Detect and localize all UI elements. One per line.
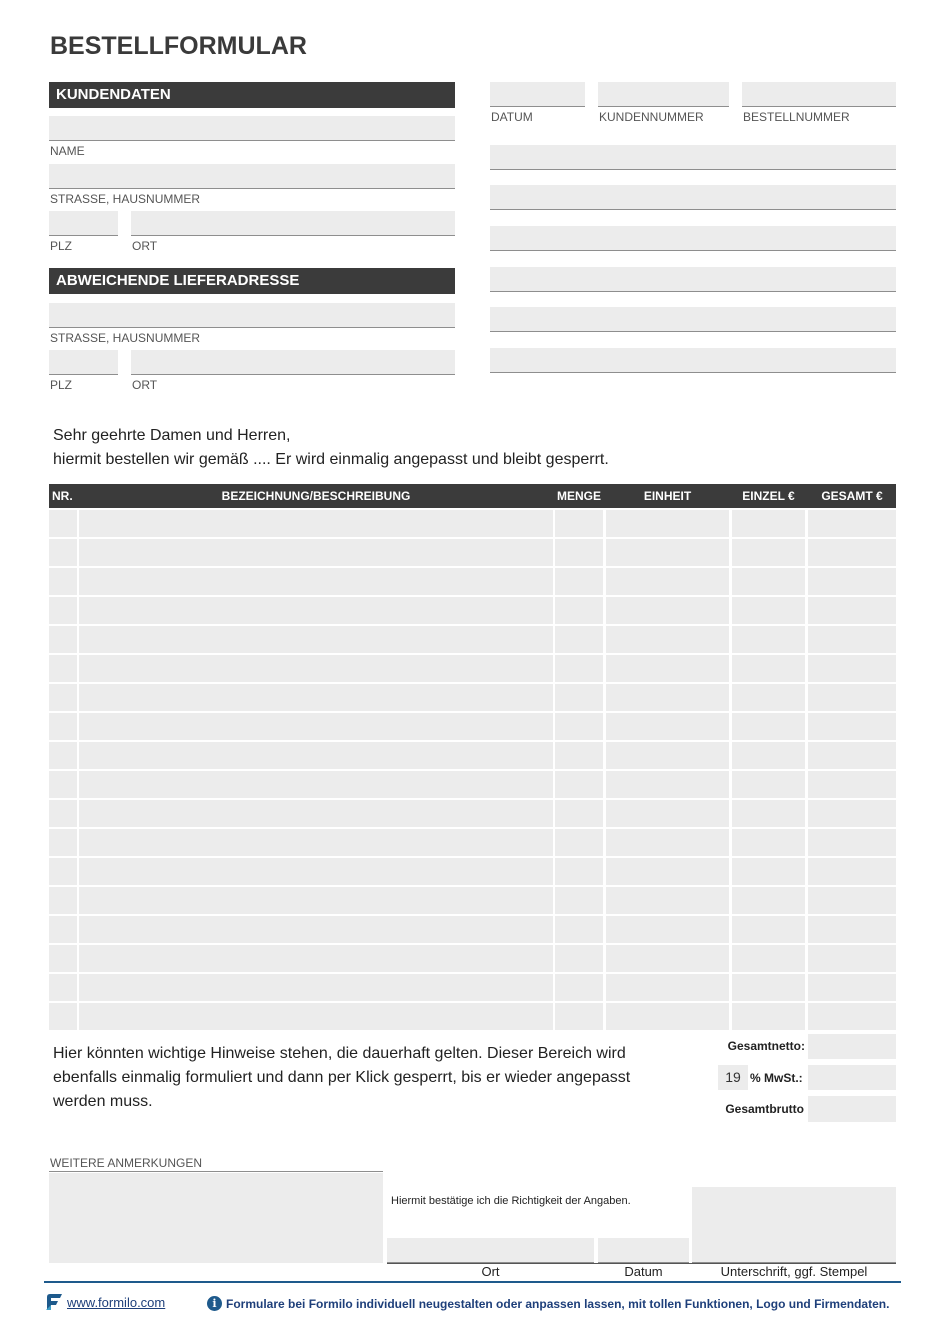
customer-ort-label: ORT	[132, 239, 158, 253]
customer-plz-label: PLZ	[50, 239, 73, 253]
company-info-line[interactable]	[490, 307, 896, 332]
cell-quantity[interactable]	[555, 771, 603, 798]
cell-nr[interactable]	[49, 974, 77, 1001]
cell-unit-price[interactable]	[732, 800, 805, 827]
cell-total[interactable]	[808, 713, 896, 740]
cell-unit-price[interactable]	[732, 771, 805, 798]
notes-line: ebenfalls einmalig formuliert und dann per Klick gesperrt, bis er wieder angepasst	[53, 1069, 631, 1086]
cell-nr[interactable]	[49, 626, 77, 653]
cell-unit[interactable]	[606, 945, 729, 972]
cell-description[interactable]	[79, 597, 553, 624]
table-row	[49, 887, 896, 914]
signature-ort-label: Ort	[481, 1264, 500, 1279]
info-icon: i	[207, 1296, 222, 1311]
cell-unit-price[interactable]	[732, 887, 805, 914]
table-row	[49, 742, 896, 769]
order-intro-text: hiermit bestellen wir gemäß .... Er wird einmalig angepasst und bleibt gesperrt.	[53, 451, 609, 468]
delivery-plz-label: PLZ	[50, 378, 73, 392]
table-row	[49, 626, 896, 653]
cell-description[interactable]	[79, 655, 553, 682]
cell-description[interactable]	[79, 887, 553, 914]
remarks-textarea[interactable]	[49, 1173, 383, 1263]
table-row	[49, 800, 896, 827]
column-header-total: GESAMT €	[821, 489, 883, 503]
cell-unit-price[interactable]	[732, 655, 805, 682]
table-row	[49, 655, 896, 682]
cell-total[interactable]	[808, 1003, 896, 1030]
cell-nr[interactable]	[49, 945, 77, 972]
column-header-unit: EINHEIT	[643, 489, 692, 503]
confirmation-text: Hiermit bestätige ich die Richtigkeit der Angaben.	[391, 1195, 631, 1207]
vat-rate-field[interactable]: 19	[718, 1065, 748, 1090]
customer-section-heading: KUNDENDATEN	[49, 82, 455, 108]
kundennummer-label: KUNDENNUMMER	[599, 110, 704, 124]
table-row	[49, 1003, 896, 1030]
salutation-text: Sehr geehrte Damen und Herren,	[53, 427, 291, 444]
cell-description[interactable]	[79, 684, 553, 711]
column-header-nr: NR.	[52, 489, 73, 503]
cell-unit[interactable]	[606, 1003, 729, 1030]
cell-total[interactable]	[808, 974, 896, 1001]
signature-ort-field[interactable]	[387, 1238, 594, 1263]
cell-quantity[interactable]	[555, 974, 603, 1001]
cell-description[interactable]	[79, 568, 553, 595]
cell-quantity[interactable]	[555, 1003, 603, 1030]
cell-nr[interactable]	[49, 684, 77, 711]
customer-ort-field[interactable]	[131, 211, 455, 236]
column-header-description: BEZEICHNUNG/BESCHREIBUNG	[221, 489, 411, 503]
table-row	[49, 945, 896, 972]
signature-label: Unterschrift, ggf. Stempel	[720, 1264, 868, 1279]
cell-unit[interactable]	[606, 684, 729, 711]
table-row	[49, 829, 896, 856]
cell-description[interactable]	[79, 916, 553, 943]
cell-quantity[interactable]	[555, 945, 603, 972]
table-row	[49, 916, 896, 943]
cell-unit-price[interactable]	[732, 510, 805, 537]
order-table-body	[49, 510, 896, 1030]
table-row	[49, 684, 896, 711]
formilo-website-link[interactable]: www.formilo.com	[67, 1295, 166, 1310]
delivery-ort-field[interactable]	[131, 350, 455, 375]
cell-quantity[interactable]	[555, 655, 603, 682]
cell-unit[interactable]	[606, 713, 729, 740]
cell-quantity[interactable]	[555, 568, 603, 595]
cell-nr[interactable]	[49, 858, 77, 885]
cell-nr[interactable]	[49, 568, 77, 595]
order-table-header	[49, 484, 896, 508]
vat-label: % MwSt.:	[750, 1071, 803, 1085]
cell-nr[interactable]	[49, 887, 77, 914]
net-total-label: Gesamtnetto:	[727, 1039, 805, 1053]
remarks-label: WEITERE ANMERKUNGEN	[50, 1156, 203, 1170]
notes-line: Hier könnten wichtige Hinweise stehen, die dauerhaft gelten. Dieser Bereich wird	[53, 1045, 626, 1062]
delivery-plz-field[interactable]	[49, 350, 118, 375]
cell-quantity[interactable]	[555, 597, 603, 624]
cell-nr[interactable]	[49, 713, 77, 740]
cell-unit[interactable]	[606, 771, 729, 798]
company-info-line[interactable]	[490, 267, 896, 292]
cell-unit-price[interactable]	[732, 974, 805, 1001]
cell-description[interactable]	[79, 800, 553, 827]
cell-total[interactable]	[808, 597, 896, 624]
cell-description[interactable]	[79, 1003, 553, 1030]
cell-unit[interactable]	[606, 597, 729, 624]
cell-nr[interactable]	[49, 1003, 77, 1030]
cell-description[interactable]	[79, 626, 553, 653]
cell-unit-price[interactable]	[732, 742, 805, 769]
gross-total-field[interactable]	[808, 1096, 896, 1122]
datum-field[interactable]	[490, 82, 585, 107]
cell-unit[interactable]	[606, 858, 729, 885]
delivery-section-heading: ABWEICHENDE LIEFERADRESSE	[49, 268, 455, 294]
gross-total-label: Gesamtbrutto	[725, 1102, 804, 1116]
customer-name-field[interactable]	[49, 116, 455, 141]
cell-description[interactable]	[79, 974, 553, 1001]
cell-total[interactable]	[808, 800, 896, 827]
cell-quantity[interactable]	[555, 742, 603, 769]
cell-total[interactable]	[808, 539, 896, 566]
footer-info-text: Formulare bei Formilo individuell neugestalten oder anpassen lassen, mit tollen Funktionen, Logo und Firmendaten.	[226, 1297, 890, 1311]
cell-quantity[interactable]	[555, 510, 603, 537]
bestellnummer-field[interactable]	[742, 82, 896, 107]
bestellnummer-label: BESTELLNUMMER	[743, 110, 850, 124]
cell-quantity[interactable]	[555, 800, 603, 827]
company-info-line[interactable]	[490, 145, 896, 170]
cell-unit[interactable]	[606, 916, 729, 943]
cell-unit-price[interactable]	[732, 568, 805, 595]
page-title: BESTELLFORMULAR	[50, 32, 307, 60]
cell-unit[interactable]	[606, 742, 729, 769]
cell-description[interactable]	[79, 539, 553, 566]
cell-unit-price[interactable]	[732, 597, 805, 624]
cell-unit-price[interactable]	[732, 539, 805, 566]
cell-nr[interactable]	[49, 597, 77, 624]
cell-total[interactable]	[808, 655, 896, 682]
notes-line: werden muss.	[53, 1093, 153, 1110]
cell-unit[interactable]	[606, 974, 729, 1001]
cell-unit-price[interactable]	[732, 684, 805, 711]
cell-quantity[interactable]	[555, 713, 603, 740]
cell-nr[interactable]	[49, 742, 77, 769]
cell-description[interactable]	[79, 510, 553, 537]
cell-unit-price[interactable]	[732, 1003, 805, 1030]
company-info-line[interactable]	[490, 348, 896, 373]
kundennummer-field[interactable]	[598, 82, 729, 107]
cell-description[interactable]	[79, 771, 553, 798]
cell-total[interactable]	[808, 916, 896, 943]
company-info-line[interactable]	[490, 226, 896, 251]
cell-total[interactable]	[808, 829, 896, 856]
delivery-ort-label: ORT	[132, 378, 158, 392]
column-header-unit-price: EINZEL €	[742, 489, 795, 503]
cell-total[interactable]	[808, 510, 896, 537]
cell-total[interactable]	[808, 771, 896, 798]
signature-date-field[interactable]	[598, 1238, 689, 1263]
formilo-logo-icon	[45, 1293, 63, 1311]
customer-street-label: STRASSE, HAUSNUMMER	[50, 192, 201, 206]
cell-total[interactable]	[808, 626, 896, 653]
cell-nr[interactable]	[49, 916, 77, 943]
table-row	[49, 771, 896, 798]
cell-total[interactable]	[808, 887, 896, 914]
column-header-quantity: MENGE	[556, 489, 601, 503]
cell-description[interactable]	[79, 713, 553, 740]
cell-unit[interactable]	[606, 539, 729, 566]
table-row	[49, 597, 896, 624]
cell-unit-price[interactable]	[732, 713, 805, 740]
cell-unit-price[interactable]	[732, 916, 805, 943]
cell-unit-price[interactable]	[732, 626, 805, 653]
cell-description[interactable]	[79, 945, 553, 972]
cell-description[interactable]	[79, 858, 553, 885]
cell-description[interactable]	[79, 742, 553, 769]
delivery-street-label: STRASSE, HAUSNUMMER	[50, 331, 201, 345]
cell-nr[interactable]	[49, 829, 77, 856]
cell-nr[interactable]	[49, 655, 77, 682]
cell-quantity[interactable]	[555, 626, 603, 653]
company-info-line[interactable]	[490, 185, 896, 210]
footer-divider	[44, 1281, 901, 1283]
cell-nr[interactable]	[49, 771, 77, 798]
cell-total[interactable]	[808, 858, 896, 885]
cell-nr[interactable]	[49, 539, 77, 566]
cell-nr[interactable]	[49, 800, 77, 827]
cell-total[interactable]	[808, 684, 896, 711]
cell-unit-price[interactable]	[732, 945, 805, 972]
table-row	[49, 510, 896, 537]
vat-amount-field[interactable]	[808, 1065, 896, 1090]
cell-unit-price[interactable]	[732, 858, 805, 885]
cell-quantity[interactable]	[555, 887, 603, 914]
delivery-street-field[interactable]	[49, 303, 455, 328]
cell-unit[interactable]	[606, 626, 729, 653]
table-row	[49, 568, 896, 595]
cell-total[interactable]	[808, 945, 896, 972]
table-row	[49, 539, 896, 566]
cell-nr[interactable]	[49, 510, 77, 537]
signature-date-label: Datum	[624, 1264, 663, 1279]
table-row	[49, 974, 896, 1001]
signature-stamp-field[interactable]	[692, 1187, 896, 1263]
cell-unit-price[interactable]	[732, 829, 805, 856]
cell-quantity[interactable]	[555, 916, 603, 943]
cell-total[interactable]	[808, 742, 896, 769]
net-total-field[interactable]	[808, 1034, 896, 1059]
table-row	[49, 713, 896, 740]
cell-unit[interactable]	[606, 829, 729, 856]
cell-unit[interactable]	[606, 887, 729, 914]
cell-quantity[interactable]	[555, 684, 603, 711]
remarks-divider	[49, 1171, 383, 1172]
customer-name-label: NAME	[50, 144, 85, 158]
cell-quantity[interactable]	[555, 858, 603, 885]
table-row	[49, 858, 896, 885]
datum-label: DATUM	[491, 110, 533, 124]
cell-unit[interactable]	[606, 800, 729, 827]
cell-quantity[interactable]	[555, 539, 603, 566]
cell-unit[interactable]	[606, 568, 729, 595]
cell-unit[interactable]	[606, 510, 729, 537]
customer-street-field[interactable]	[49, 164, 455, 189]
customer-plz-field[interactable]	[49, 211, 118, 236]
cell-quantity[interactable]	[555, 829, 603, 856]
cell-total[interactable]	[808, 568, 896, 595]
cell-description[interactable]	[79, 829, 553, 856]
cell-unit[interactable]	[606, 655, 729, 682]
